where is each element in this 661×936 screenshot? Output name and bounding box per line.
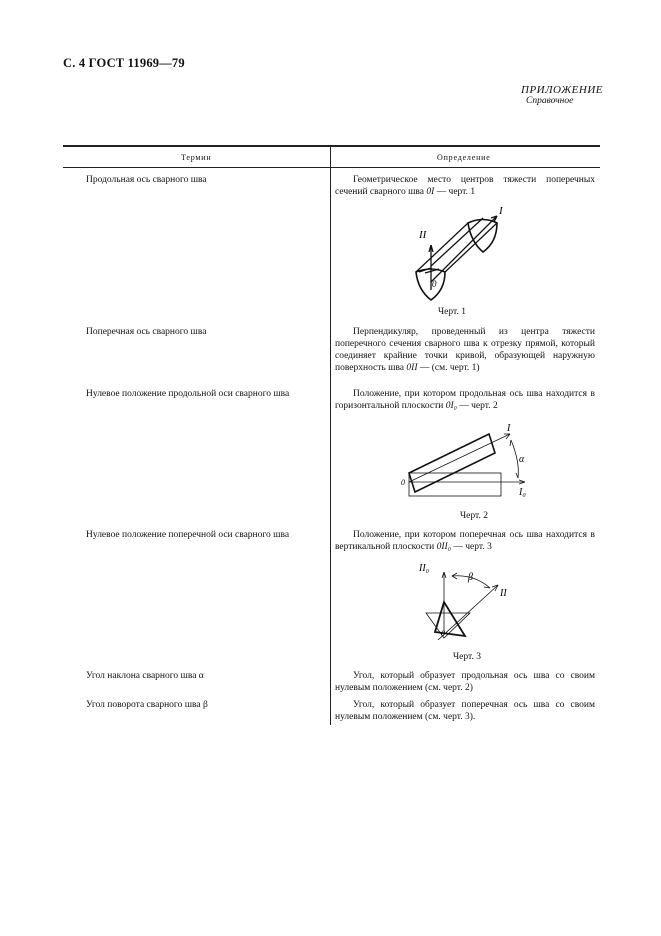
appendix-type: Справочное [526, 96, 574, 106]
fig3-label-ii: II [500, 588, 507, 599]
term-longitudinal-axis: Продольная ось сварного шва [86, 175, 207, 185]
term-transverse-axis: Поперечная ось сварного шва [86, 327, 207, 337]
fig3-label-beta: β [468, 572, 473, 583]
fig1-label-o: 0 [432, 279, 437, 289]
definition-longitudinal-axis: Геометрическое место центров тяжести поперечных сечений сварного шва 0I — черт. 1 [335, 175, 595, 197]
fig2-label-i0: I₀ [519, 487, 526, 498]
fig2-label-alpha: α [519, 454, 525, 465]
table-column-divider [330, 145, 331, 725]
term-inclination-angle: Угол наклона сварного шва α [86, 671, 204, 681]
column-header-term: Термин [181, 153, 212, 162]
figure-2 [400, 420, 540, 505]
term-zero-transverse: Нулевое положение поперечной оси сварного шва [86, 530, 290, 540]
fig1-label-i: I [499, 205, 503, 217]
figure-1-caption: Черт. 1 [438, 307, 466, 317]
page-header: С. 4 ГОСТ 11969—79 [63, 56, 185, 70]
figure-1 [405, 200, 515, 305]
definition-rotation-angle: Угол, который образует поперечная ось шва со своим нулевым положением (см. черт. 3). [335, 700, 595, 722]
appendix-label: ПРИЛОЖЕНИЕ [521, 84, 603, 96]
term-zero-longitudinal: Нулевое положение продольной оси сварного шва [86, 389, 290, 399]
table-header-rule [63, 167, 600, 168]
figure-3-caption: Черт. 3 [453, 652, 481, 662]
definition-transverse-axis: Перпендикуляр, проведенный из центра тяжести поперечного сечения сварного шва к отрезку прямой, который соединяет крайние точки кривой, образующей наружную поверхность шва 0II — (см. черт. 1) [335, 327, 595, 373]
fig2-label-i: I [507, 423, 511, 434]
definition-zero-transverse: Положение, при котором поперечная ось шва находится в вертикальной плоскости 0II₀ — черт. 3 [335, 530, 595, 552]
fig3-label-o: 0 [441, 629, 445, 638]
fig2-label-o: 0 [401, 478, 405, 487]
definition-zero-longitudinal: Положение, при котором продольная ось шва находится в горизонтальной плоскости 0I₀ — черт. 2 [335, 389, 595, 411]
definition-inclination-angle: Угол, который образует продольная ось шва со своим нулевым положением (см. черт. 2) [335, 671, 595, 693]
column-header-definition: Определение [437, 153, 491, 162]
table-top-rule [63, 145, 600, 147]
figure-2-caption: Черт. 2 [460, 511, 488, 521]
figure-3 [418, 558, 518, 650]
term-rotation-angle: Угол поворота сварного шва β [86, 700, 208, 710]
fig1-label-ii: II [419, 229, 427, 241]
fig3-label-ii0: II₀ [419, 563, 430, 574]
